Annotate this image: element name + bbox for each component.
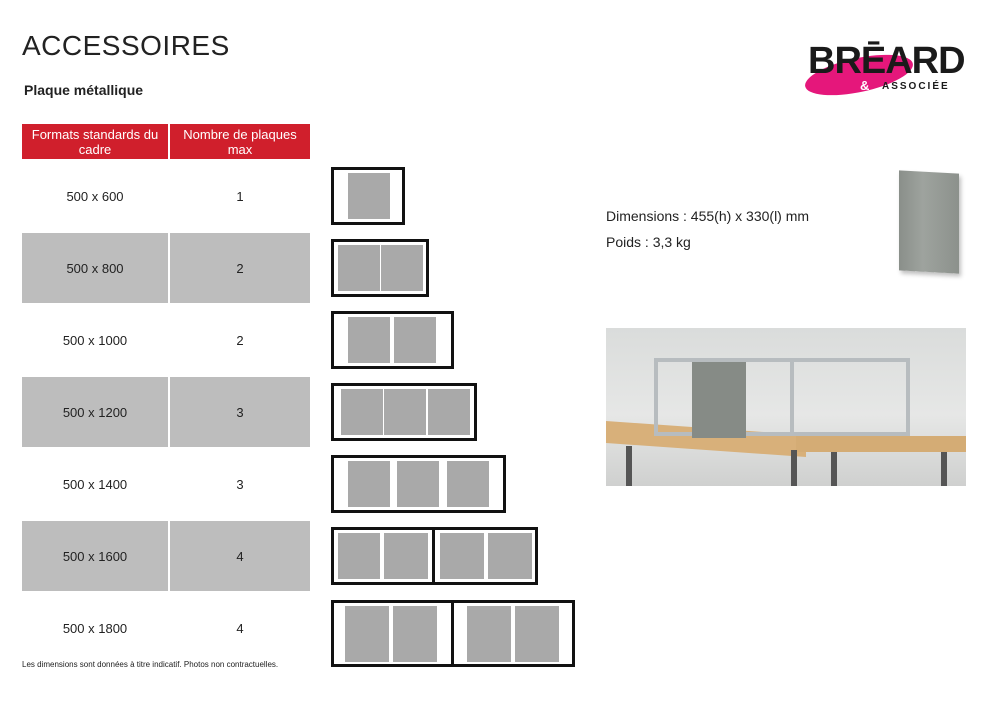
plates-cell: 1 [236, 188, 244, 204]
plate [488, 533, 532, 579]
plates-cell: 4 [236, 620, 244, 636]
plate [394, 317, 436, 363]
plates-cell: 2 [236, 332, 244, 348]
desk-leg [831, 452, 837, 486]
header-formats: Formats standards du cadre [22, 124, 168, 159]
table-row [22, 377, 310, 447]
desk-setup-photo [606, 328, 966, 486]
plates-cell: 2 [170, 233, 310, 303]
frame-diagram-1200 [331, 383, 477, 441]
frame-post [906, 358, 910, 436]
plate [384, 533, 428, 579]
table-row [22, 521, 310, 591]
plates-cell: 3 [236, 476, 244, 492]
desk-top-right [796, 436, 966, 452]
desk-leg [941, 452, 947, 486]
plate [341, 389, 383, 435]
plate [348, 173, 390, 219]
frame-divider [432, 530, 435, 582]
installed-metal-plate [692, 362, 746, 438]
plate [348, 317, 390, 363]
logo-brand-text: BRĒARD [808, 40, 965, 82]
frame-diagram-1800 [331, 600, 575, 667]
plates-cell: 4 [170, 521, 310, 591]
plate [440, 533, 484, 579]
header-plates: Nombre de plaques max [170, 124, 310, 159]
table-row [22, 593, 310, 663]
frame-diagram-1000 [331, 311, 454, 369]
frame-post [654, 358, 658, 436]
spec-weight: Poids : 3,3 kg [606, 234, 691, 250]
frame-diagram-600 [331, 167, 405, 225]
desk-leg [626, 446, 632, 486]
frame-diagram-800 [331, 239, 429, 297]
table-row [22, 305, 310, 375]
page-title: ACCESSOIRES [22, 30, 230, 61]
frame-diagram-1400 [331, 455, 506, 513]
format-cell: 500 x 800 [22, 233, 168, 303]
plate [384, 389, 426, 435]
plate [348, 461, 390, 507]
plate [338, 533, 380, 579]
formats-table [22, 124, 310, 663]
metal-sheet [899, 170, 959, 273]
plate [515, 606, 559, 662]
plates-cell: 3 [170, 377, 310, 447]
section-subtitle: Plaque métallique [24, 82, 144, 98]
logo-associee: ASSOCIÉE [882, 81, 950, 92]
table-row [22, 449, 310, 519]
plate [467, 606, 511, 662]
table-header [22, 124, 310, 159]
frame-post [790, 358, 794, 436]
plate [381, 245, 423, 291]
plate [393, 606, 437, 662]
plate [447, 461, 489, 507]
table-row [22, 161, 310, 231]
plate [345, 606, 389, 662]
plate [397, 461, 439, 507]
table-row [22, 233, 310, 303]
format-cell: 500 x 1400 [62, 476, 128, 492]
format-cell: 500 x 1000 [62, 332, 128, 348]
breard-logo [800, 40, 970, 100]
format-cell: 500 x 1200 [22, 377, 168, 447]
desk-leg [791, 450, 797, 486]
plate [428, 389, 470, 435]
frame-divider [451, 603, 454, 664]
metal-plate-image [895, 170, 965, 278]
format-cell: 500 x 1800 [62, 620, 128, 636]
format-cell: 500 x 1600 [22, 521, 168, 591]
logo-ampersand: & [860, 78, 870, 93]
plate [338, 245, 380, 291]
frame-diagram-1600 [331, 527, 538, 585]
disclaimer: Les dimensions sont données à titre indicatif. Photos non contractuelles. [22, 660, 279, 669]
spec-dimensions: Dimensions : 455(h) x 330(l) mm [606, 208, 810, 224]
format-cell: 500 x 600 [66, 188, 124, 204]
